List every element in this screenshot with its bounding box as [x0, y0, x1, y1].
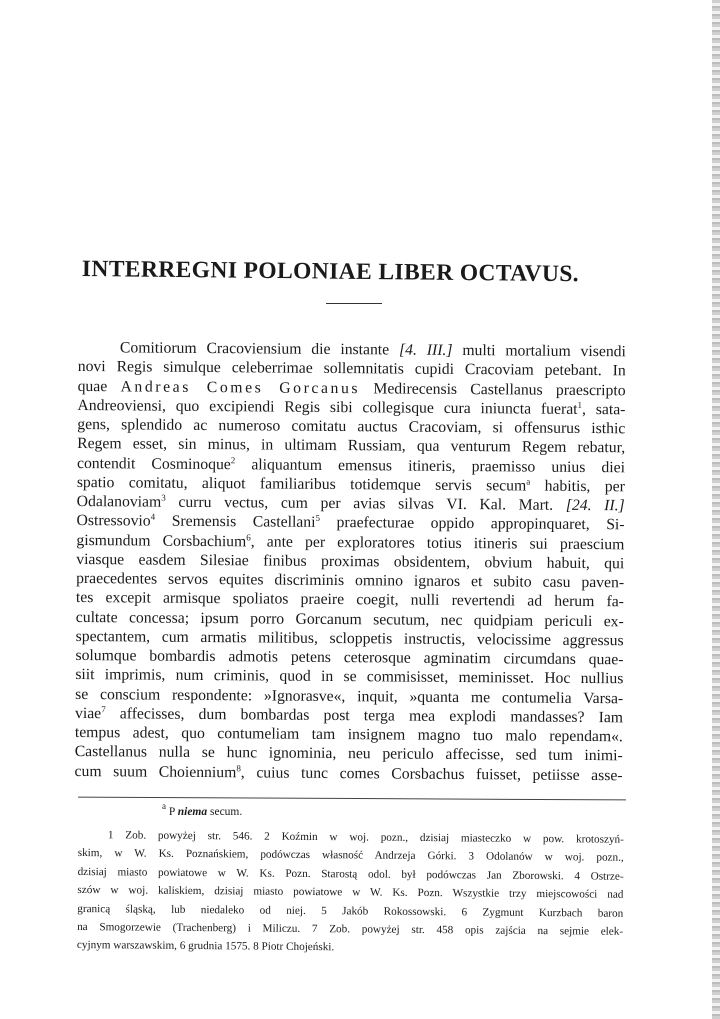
body-line: praecedentes servos equites discriminis omnino ignaros et subito casu paven-	[76, 569, 625, 592]
footnote-separator	[78, 797, 626, 801]
body-line: Ostressovio$^4$ Sremensis Castellani$^5$ praefecturae oppido appropinquaret, Si-	[76, 511, 625, 534]
body-line: gens, splendido ac numeroso comitatu auctus Cracoviam, si offensurus isthic	[77, 415, 626, 438]
body-line: Odalanoviam$^3$ curru vectus, cum per avias silvas VI. Kal. Mart. [24. II.]	[76, 492, 625, 515]
body-line: spectantem, cum armatis militibus, scloppetis instructis, velocissime aggressus	[75, 627, 624, 650]
body-line: Castellanus nulla se hunc ignominia, neu periculo affecisse, sed tum inimi-	[74, 743, 623, 765]
footnotes	[77, 826, 624, 959]
footnote-line: 1 Zob. powyżej str. 546. 2 Koźmin w woj. pozn., dzisiaj miasteczko w pow. krotoszyń-	[107, 829, 624, 846]
body-line: viasque easdem Silesiae finibus proximas obsidentem, obvium habuit, qui	[76, 550, 625, 573]
body-line: spatio comitatu, aliquot familiaribus totidemque servis secum$^a$ habitis, per	[76, 473, 625, 496]
body-line: cum suum Choiennium$^8$, cuius tunc comes Corsbachus fuisset, petiisse asse-	[74, 762, 623, 784]
footnote-ref: 7	[101, 703, 106, 714]
footnote-ref: 6	[246, 531, 251, 542]
footnote-ref: 5	[315, 513, 321, 524]
body-line: se conscium respondente: »Ignorasve«, inquit, »quanta me contumelia Varsa-	[75, 685, 624, 707]
footnote-line: dzisiaj miasto powiatowe w W. Ks. Pozn. Starostą odol. był podówczas Jan Zborowski. 4 Ostrze-	[77, 865, 624, 883]
footnote-line: cyjnym warszawskim, 6 grudnia 1575. 8 Piotr Chojeński.	[76, 939, 335, 954]
body-line: siit imprimis, num criminis, quod in se commisisset, meminisset. Hoc nullius	[75, 666, 624, 688]
footnote-line: skim, w W. Ks. Poznańskiem, podówczas własność Andrzeja Górki. 3 Odolanów w woj. pozn.,	[77, 847, 624, 865]
body-line: tempus adest, quo contumeliam tam insignem magno tuo malo rependam«.	[74, 723, 623, 746]
footnote-line: na Smogorzewie (Trachenberg) i Miliczu. 7 Zob. powyżej str. 458 opis zajścia na sejmie elek-	[77, 920, 624, 938]
page-title: INTERREGNI POLONIAE LIBER OCTAVUS.	[81, 256, 580, 288]
footnote-ref: 8	[236, 762, 241, 773]
body-line: Comitiorum Cracoviensium die instante [4. III.] multi mortalium visendi	[119, 339, 626, 361]
body-line: novi Regis simulque celeberrimae sollemnitatis cupidi Cracoviam petebant. In	[77, 358, 626, 380]
variant-mark: a	[162, 801, 166, 811]
body-line: viae$^7$ affecisses, dum bombardas post terga mea explodi mandasses? Iam	[74, 703, 624, 727]
footnote-line: szów w woj. kaliskiem, dzisiaj miasto powiatowe w W. Ks. Pozn. Wszystkie trzy miejscowości nad	[77, 884, 624, 901]
body-line: gismundum Corsbachium$^6$, ante per exploratores totius itineris sui praescium	[76, 531, 625, 553]
footnote-ref: 2	[230, 454, 236, 465]
variant-ref: a	[526, 476, 531, 487]
body-line: Andreoviensi, quo excipiendi Regis sibi collegisque cura iniuncta fuerat$^1$, sata-	[77, 396, 626, 419]
scan-edge	[712, 0, 720, 1019]
title-divider	[326, 303, 382, 304]
footnote-ref: 1	[577, 399, 583, 410]
body-line: Regem esset, sin minus, in ultimam Russiam, qua venturum Regem rebatur,	[77, 435, 626, 457]
variant-note: $^a$ P niema secum.	[162, 801, 243, 818]
body-line: solumque bombardis admotis petens ceterosque agminatim circumdans quae-	[75, 646, 624, 669]
footnote-ref: 3	[161, 492, 166, 503]
body-line: tes excepit armisque spoliatos praeire coegit, nulli revertendi ad herum fa-	[75, 589, 625, 611]
body-line: contendit Cosminoque$^2$ aliquantum emensus itineris, praemisso unius diei	[76, 454, 626, 476]
footnote-line: granicą śląską, lub niedaleko od niej. 5 Jakób Rokossowski. 6 Zygmunt Kurzbach baron	[77, 902, 624, 920]
body-line: quae Andreas Comes Gorcanus Medirecensis Castellanus praescripto	[77, 377, 626, 399]
body-text	[75, 338, 626, 785]
footnote-ref: 4	[150, 511, 156, 522]
body-line: cultate concessa; ipsum porro Gorcanum secutum, nec quidpiam periculi ex-	[75, 608, 624, 630]
